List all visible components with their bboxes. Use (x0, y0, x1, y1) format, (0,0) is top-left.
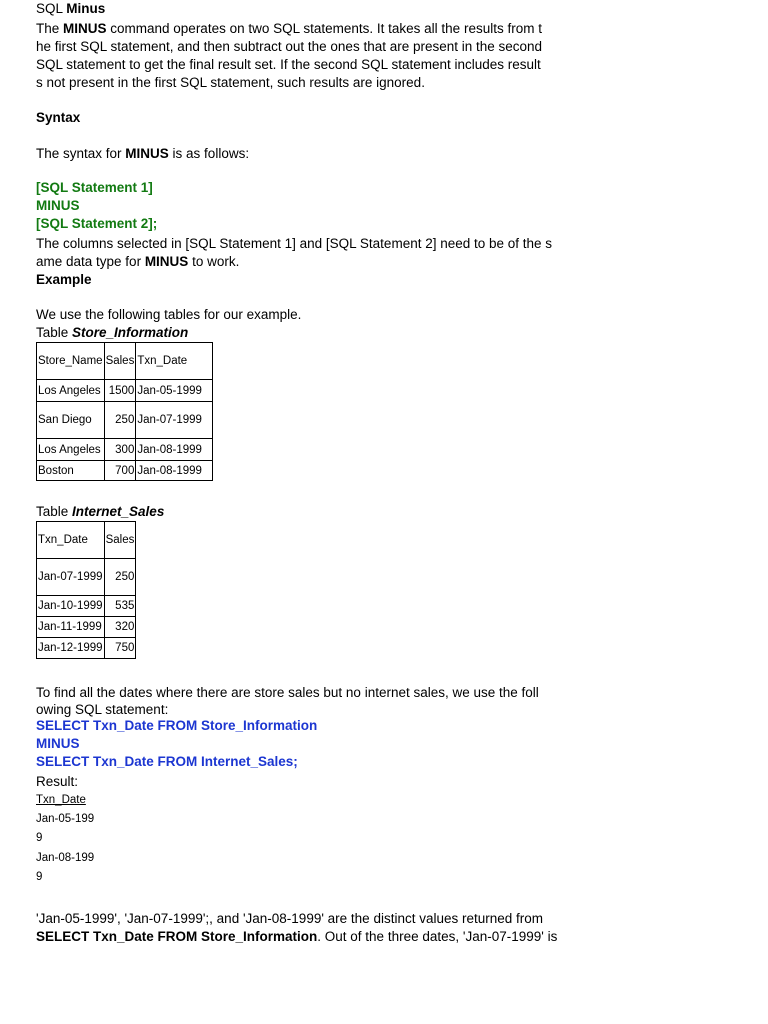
table1-caption: Table Store_Information (36, 325, 189, 340)
table-cell: 320 (104, 617, 136, 638)
internet-sales-table (36, 521, 136, 659)
table-cell: 750 (104, 638, 136, 659)
columns-note-line-1: The columns selected in [SQL Statement 1] and [SQL Statement 2] need to be of the s (36, 236, 553, 251)
result-value: Jan-05-199 (36, 813, 95, 825)
table-cell: Jan-08-1999 (136, 439, 213, 461)
table-cell: Boston (37, 461, 105, 481)
syntax-code-line-3: [SQL Statement 2]; (36, 216, 158, 231)
intro-line-1: The MINUS command operates on two SQL statements. It takes all the results from t (36, 21, 542, 36)
table-cell: Jan-05-1999 (136, 380, 213, 402)
result-value: Jan-08-199 (36, 852, 95, 864)
result-value: 9 (36, 871, 43, 883)
intro-line-4: s not present in the first SQL statement, such results are ignored. (36, 75, 425, 90)
query-line-3: SELECT Txn_Date FROM Internet_Sales; (36, 754, 298, 769)
intro-line-3: SQL statement to get the final result set. If the second SQL statement includes result (36, 57, 541, 72)
table-cell: San Diego (37, 402, 105, 439)
table-cell: Jan-07-1999 (136, 402, 213, 439)
table-row (37, 380, 213, 402)
table-cell: Los Angeles (37, 380, 105, 402)
table-header-row (37, 522, 136, 559)
table-header-row (37, 343, 213, 380)
query-line-1: SELECT Txn_Date FROM Store_Information (36, 718, 318, 733)
closing-line-2: SELECT Txn_Date FROM Store_Information. Out of the three dates, 'Jan-07-1999' is (36, 929, 558, 944)
page-title: SQL Minus (36, 1, 106, 16)
table-row (37, 461, 213, 481)
table-header: Sales (104, 522, 136, 559)
table2-caption: Table Internet_Sales (36, 504, 165, 519)
table-header: Txn_Date (136, 343, 213, 380)
table-cell: 700 (104, 461, 136, 481)
table-cell: 535 (104, 596, 136, 617)
columns-note-line-2: ame data type for MINUS to work. (36, 254, 240, 269)
table-cell: 1500 (104, 380, 136, 402)
syntax-heading: Syntax (36, 110, 81, 125)
table-cell: Jan-08-1999 (136, 461, 213, 481)
intro-line-2: he first SQL statement, and then subtract out the ones that are present in the second (36, 39, 543, 54)
table-cell: 250 (104, 559, 136, 596)
result-value: 9 (36, 832, 43, 844)
table-cell: Jan-11-1999 (37, 617, 105, 638)
table-row (37, 402, 213, 439)
store-information-table (36, 342, 213, 481)
query-line-2: MINUS (36, 736, 80, 751)
table-header: Sales (104, 343, 136, 380)
find-text-line-2: owing SQL statement: (36, 702, 169, 717)
syntax-code-line-2: MINUS (36, 198, 80, 213)
syntax-code-line-1: [SQL Statement 1] (36, 180, 153, 195)
closing-line-1: 'Jan-05-1999', 'Jan-07-1999';, and 'Jan-08-1999' are the distinct values returned from (36, 911, 544, 926)
table-cell: Jan-07-1999 (37, 559, 105, 596)
result-header: Txn_Date (36, 794, 86, 806)
table-row (37, 638, 136, 659)
table-header: Txn_Date (37, 522, 105, 559)
table-cell: Jan-12-1999 (37, 638, 105, 659)
table-row (37, 617, 136, 638)
find-text-line-1: To find all the dates where there are store sales but no internet sales, we use the foll (36, 685, 539, 700)
table-header: Store_Name (37, 343, 105, 380)
table-row (37, 596, 136, 617)
example-heading: Example (36, 272, 92, 287)
result-label: Result: (36, 774, 79, 789)
tables-intro: We use the following tables for our example. (36, 307, 302, 322)
table-cell: Los Angeles (37, 439, 105, 461)
table-row (37, 559, 136, 596)
syntax-line: The syntax for MINUS is as follows: (36, 146, 250, 161)
table-row (37, 439, 213, 461)
table-cell: 300 (104, 439, 136, 461)
table-cell: Jan-10-1999 (37, 596, 105, 617)
table-cell: 250 (104, 402, 136, 439)
